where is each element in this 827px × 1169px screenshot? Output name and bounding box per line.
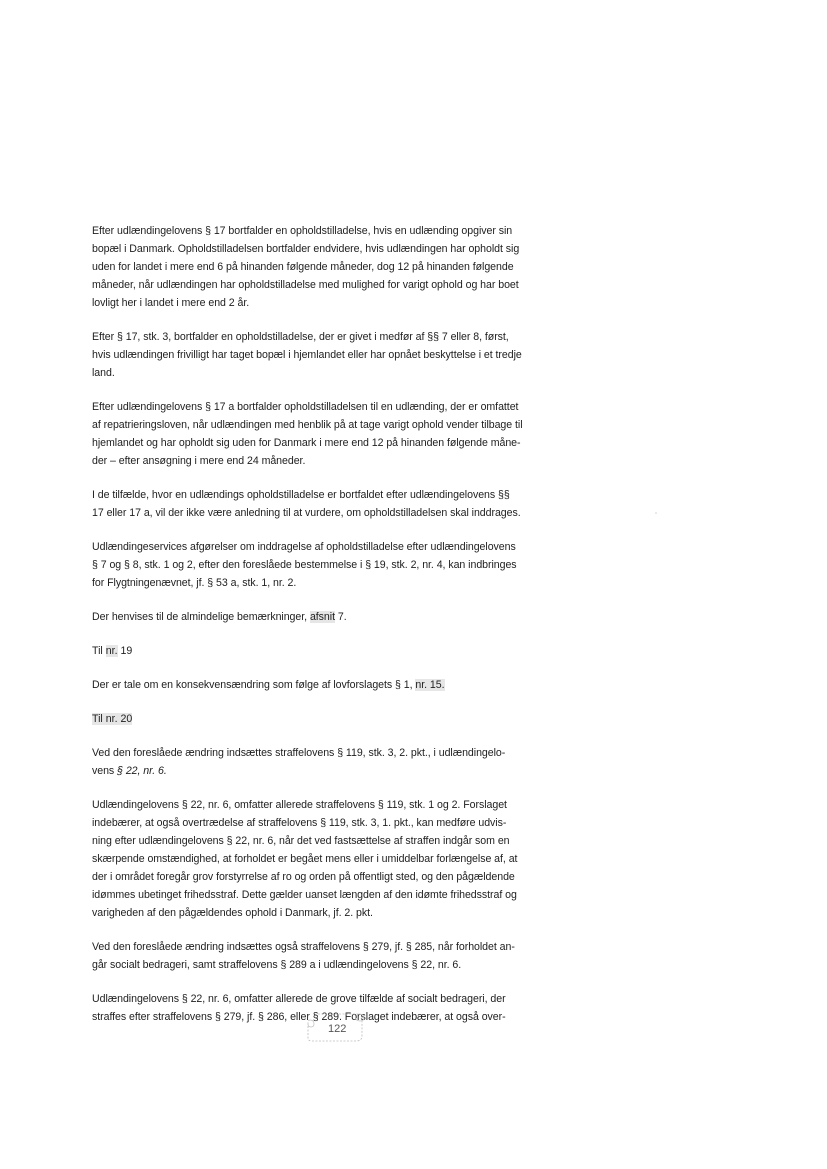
- text-line: hvis udlændingen frivilligt har taget bopæl i hjemlandet eller har opnået beskyttelse i et tredje: [92, 349, 522, 361]
- section-heading-19: Til nr. 19: [92, 645, 133, 657]
- text-line: går socialt bedrageri, samt straffelovens § 289 a i udlændingelovens § 22, nr. 6.: [92, 959, 462, 971]
- text-line: der i området foregår grov forstyrrelse af ro og orden på offentligt sted, og den pågældende: [92, 871, 515, 883]
- paragraph-ndring-119: [92, 744, 592, 780]
- text-line: 17 eller 17 a, vil der ikke være anledning til at vurdere, om opholdstilladelsen skal inddrages.: [92, 507, 521, 519]
- text-line: land.: [92, 367, 115, 379]
- text-line: Udlændingelovens § 22, nr. 6, omfatter allerede straffelovens § 119, stk. 1 og 2. Forslaget: [92, 799, 507, 811]
- highlighted-text: nr.: [105, 713, 118, 725]
- highlighted-text: nr. 15.: [415, 679, 445, 691]
- text-line: Efter udlændingelovens § 17 bortfalder en opholdstilladelse, hvis en udlænding opgiver sin: [92, 225, 513, 237]
- text-line: skærpende omstændighed, at forholdet er begået mens eller i umiddelbar forlængelse af, at: [92, 853, 518, 865]
- text-line: Udlændingeservices afgørelser om inddragelse af opholdstilladelse efter udlændingelovens: [92, 541, 516, 553]
- text-line: for Flygtningenævnet, jf. § 53 a, stk. 1, nr. 2.: [92, 577, 297, 589]
- italic-reference: § 22, nr. 6.: [117, 765, 167, 777]
- text-line: Efter udlændingelovens § 17 a bortfalder opholdstilladelsen til en udlænding, der er omfattet: [92, 401, 519, 413]
- text-line: lovligt her i landet i mere end 2 år.: [92, 297, 250, 309]
- text-line: vens § 22, nr. 6.: [92, 765, 167, 777]
- highlighted-text: nr.: [105, 645, 118, 657]
- paragraph-konsekvens: [92, 676, 592, 694]
- text-line: Udlændingelovens § 22, nr. 6, omfatter allerede de grove tilfælde af socialt bedrageri, der: [92, 993, 506, 1005]
- text-line: Ved den foreslåede ændring indsættes også straffelovens § 279, jf. § 285, når forholdet an-: [92, 941, 515, 953]
- text-line: hjemlandet og har opholdt sig uden for Danmark i mere end 12 på hinanden følgende måne-: [92, 437, 521, 449]
- paragraph-udlaendingeservice: [92, 538, 592, 592]
- paragraph-henvisning: [92, 608, 592, 626]
- text-line: § 7 og § 8, stk. 1 og 2, efter den foreslåede bestemmelse i § 19, stk. 2, nr. 4, kan indbringes: [92, 559, 517, 571]
- text-line: Der er tale om en konsekvensændring som følge af lovforslagets § 1, nr. 15.: [92, 679, 445, 691]
- highlighted-text: afsnit: [309, 611, 335, 623]
- text-line: af repatrieringsloven, når udlændingen med henblik på at tage varigt ophold vender tilbage til: [92, 419, 523, 431]
- scan-speck: [655, 512, 657, 514]
- paragraph-stk3: [92, 328, 592, 382]
- paragraph-omfatter-119: [92, 796, 592, 922]
- page-number: 122: [328, 1023, 347, 1035]
- text-line: Efter § 17, stk. 3, bortfalder en opholdstilladelse, der er givet i medfør af §§ 7 eller 8, først,: [92, 331, 509, 343]
- text-line: Ved den foreslåede ændring indsættes straffelovens § 119, stk. 3, 2. pkt., i udlændingelo-: [92, 747, 506, 759]
- text-line: uden for landet i mere end 6 på hinanden følgende måneder, dog 12 på hinanden følgende: [92, 261, 514, 273]
- text-line: straffes efter straffelovens § 279, jf. § 286, eller § 289. Forslaget indebærer, at også over-: [92, 1011, 506, 1023]
- text-line: I de tilfælde, hvor en udlændings opholdstilladelse er bortfaldet efter udlændingelovens §§: [92, 489, 510, 501]
- paragraph-bortfald: [92, 222, 592, 312]
- text-line: varigheden af den pågældendes ophold i Danmark, jf. 2. pkt.: [92, 907, 373, 919]
- text-line: ning efter udlændingelovens § 22, nr. 6, når det ved fastsættelse af straffen indgår som en: [92, 835, 510, 847]
- paragraph-bortfaldet: [92, 486, 592, 522]
- page-number-frame: [304, 1010, 366, 1042]
- document-body: [92, 222, 592, 1026]
- text-line: Der henvises til de almindelige bemærkninger, afsnit 7.: [92, 611, 347, 623]
- paragraph-repatriering: [92, 398, 592, 470]
- text-line: indebærer, at også overtrædelse af straffelovens § 119, stk. 3, 1. pkt., kan medføre udvis-: [92, 817, 507, 829]
- paragraph-ndring-279: [92, 938, 592, 974]
- text-line: der – efter ansøgning i mere end 24 måneder.: [92, 455, 306, 467]
- text-line: måneder, når udlændingen har opholdstilladelse med mulighed for varigt ophold og har boet: [92, 279, 519, 291]
- text-line: bopæl i Danmark. Opholdstilladelsen bortfalder endvidere, hvis udlændingen har opholdt sig: [92, 243, 520, 255]
- section-heading-20: Til nr. 20: [92, 713, 133, 725]
- text-line: idømmes ubetinget frihedsstraf. Dette gælder uanset længden af den idømte frihedsstraf og: [92, 889, 517, 901]
